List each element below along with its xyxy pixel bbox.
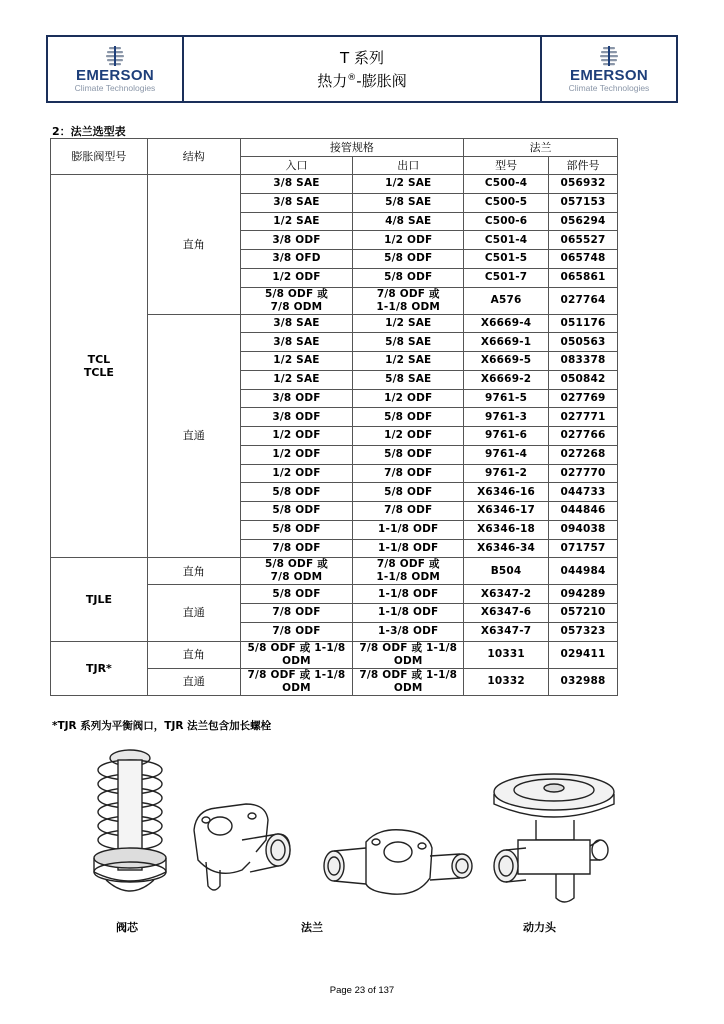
cell-structure: 直通 (147, 668, 240, 695)
cell-outlet: 1/2 ODF (353, 389, 464, 408)
cell-part-no: 032988 (549, 668, 618, 695)
header-part-no: 部件号 (549, 157, 618, 175)
cell-part-no: 056932 (549, 175, 618, 194)
cell-flange-model: X6669-2 (464, 370, 549, 389)
header-outlet: 出口 (353, 157, 464, 175)
cell-flange-model: X6347-6 (464, 604, 549, 623)
flange-selection-table (50, 138, 618, 696)
header-flange-model: 型号 (464, 157, 549, 175)
cell-inlet: 1/2 SAE (240, 212, 353, 231)
power-head-illustration (478, 770, 618, 910)
cell-part-no: 057323 (549, 622, 618, 641)
cell-inlet: 5/8 ODF 或 7/8 ODM (240, 558, 353, 585)
cell-flange-model: X6346-18 (464, 520, 549, 539)
cell-flange-model: 10332 (464, 668, 549, 695)
cell-flange-model: C500-4 (464, 175, 549, 194)
caption-flange: 法兰 (301, 921, 323, 934)
cell-part-no: 065527 (549, 231, 618, 250)
cell-part-no: 050842 (549, 370, 618, 389)
cell-outlet: 7/8 ODF (353, 464, 464, 483)
cell-outlet: 5/8 ODF (353, 250, 464, 269)
cell-part-no: 027766 (549, 427, 618, 446)
logo-subtitle: Climate Technologies (568, 82, 650, 93)
header-structure: 结构 (147, 139, 240, 175)
cell-inlet: 3/8 SAE (240, 175, 353, 194)
cell-inlet: 3/8 ODF (240, 408, 353, 427)
header-flange: 法兰 (464, 139, 618, 157)
document-title (184, 37, 540, 101)
cell-inlet: 3/8 ODF (240, 231, 353, 250)
caption-valve-core: 阀芯 (116, 921, 138, 934)
cell-inlet: 5/8 ODF 或 7/8 ODM (240, 287, 353, 314)
cell-outlet: 5/8 SAE (353, 193, 464, 212)
cell-outlet: 1-1/8 ODF (353, 604, 464, 623)
cell-part-no: 027771 (549, 408, 618, 427)
cell-flange-model: 9761-6 (464, 427, 549, 446)
cell-part-no: 044733 (549, 483, 618, 502)
cell-flange-model: A576 (464, 287, 549, 314)
emerson-globe-icon (598, 45, 620, 67)
cell-part-no: 056294 (549, 212, 618, 231)
cell-inlet: 5/8 ODF (240, 585, 353, 604)
header-inlet: 入口 (240, 157, 353, 175)
cell-outlet: 7/8 ODF 或 1-1/8 ODM (353, 558, 464, 585)
cell-outlet: 1-1/8 ODF (353, 585, 464, 604)
cell-inlet: 1/2 ODF (240, 464, 353, 483)
cell-outlet: 5/8 ODF (353, 268, 464, 287)
cell-model: TCL TCLE (51, 175, 148, 558)
cell-outlet: 7/8 ODF 或 1-1/8 ODM (353, 641, 464, 668)
cell-outlet: 1/2 ODF (353, 231, 464, 250)
logo-subtitle: Climate Technologies (74, 82, 156, 93)
table-row (51, 641, 618, 668)
cell-part-no: 083378 (549, 352, 618, 371)
cell-outlet: 5/8 SAE (353, 370, 464, 389)
cell-part-no: 071757 (549, 539, 618, 558)
cell-outlet: 5/8 ODF (353, 483, 464, 502)
cell-flange-model: X6346-16 (464, 483, 549, 502)
cell-part-no: 027770 (549, 464, 618, 483)
header-model: 膨胀阀型号 (51, 139, 148, 175)
emerson-globe-icon (104, 45, 126, 67)
title-product-post: -膨胀阀 (356, 71, 407, 90)
cell-part-no: 027268 (549, 445, 618, 464)
cell-part-no: 065748 (549, 250, 618, 269)
cell-part-no: 094038 (549, 520, 618, 539)
cell-flange-model: C500-6 (464, 212, 549, 231)
emerson-logo-right (540, 37, 676, 101)
cell-model: TJR* (51, 641, 148, 695)
cell-flange-model: 9761-3 (464, 408, 549, 427)
cell-part-no: 029411 (549, 641, 618, 668)
cell-outlet: 1/2 SAE (353, 175, 464, 194)
logo-name: EMERSON (76, 66, 154, 84)
cell-inlet: 7/8 ODF (240, 622, 353, 641)
cell-inlet: 1/2 SAE (240, 352, 353, 371)
cell-part-no: 044984 (549, 558, 618, 585)
cell-flange-model: 9761-5 (464, 389, 549, 408)
cell-inlet: 7/8 ODF (240, 604, 353, 623)
cell-inlet: 5/8 ODF (240, 520, 353, 539)
cell-outlet: 4/8 SAE (353, 212, 464, 231)
cell-inlet: 5/8 ODF 或 1-1/8 ODM (240, 641, 353, 668)
cell-outlet: 1/2 SAE (353, 314, 464, 333)
header-connection: 接管规格 (240, 139, 464, 157)
cell-part-no: 027769 (549, 389, 618, 408)
cell-part-no: 051176 (549, 314, 618, 333)
cell-inlet: 3/8 SAE (240, 314, 353, 333)
cell-outlet: 1-3/8 ODF (353, 622, 464, 641)
cell-flange-model: X6346-17 (464, 502, 549, 521)
table-row (51, 175, 618, 194)
cell-inlet: 3/8 OFD (240, 250, 353, 269)
cell-flange-model: X6346-34 (464, 539, 549, 558)
cell-structure: 直角 (147, 558, 240, 585)
cell-outlet: 7/8 ODF (353, 502, 464, 521)
cell-inlet: 5/8 ODF (240, 502, 353, 521)
table-body (51, 175, 618, 696)
cell-inlet: 5/8 ODF (240, 483, 353, 502)
cell-outlet: 1-1/8 ODF (353, 539, 464, 558)
registered-mark: ® (347, 72, 357, 83)
cell-inlet: 3/8 ODF (240, 389, 353, 408)
cell-flange-model: 10331 (464, 641, 549, 668)
cell-outlet: 1/2 SAE (353, 352, 464, 371)
footnote: *TJR 系列为平衡阀口，TJR 法兰包含加长螺栓 (52, 720, 272, 732)
flange-angle-illustration (186, 790, 298, 900)
cell-structure: 直角 (147, 641, 240, 668)
cell-outlet: 7/8 ODF 或 1-1/8 ODM (353, 668, 464, 695)
cell-outlet: 5/8 SAE (353, 333, 464, 352)
flange-straight-illustration (318, 822, 478, 902)
page-number: Page 23 of 137 (329, 985, 395, 996)
cell-part-no: 044846 (549, 502, 618, 521)
cell-flange-model: C501-7 (464, 268, 549, 287)
cell-part-no: 065861 (549, 268, 618, 287)
cell-outlet: 5/8 ODF (353, 445, 464, 464)
cell-part-no: 057210 (549, 604, 618, 623)
cell-inlet: 7/8 ODF 或 1-1/8 ODM (240, 668, 353, 695)
cell-flange-model: C501-5 (464, 250, 549, 269)
cell-part-no: 050563 (549, 333, 618, 352)
cell-inlet: 1/2 SAE (240, 370, 353, 389)
cell-inlet: 3/8 SAE (240, 193, 353, 212)
cell-inlet: 1/2 ODF (240, 427, 353, 446)
cell-flange-model: X6669-4 (464, 314, 549, 333)
cell-inlet: 7/8 ODF (240, 539, 353, 558)
cell-outlet: 1/2 ODF (353, 427, 464, 446)
cell-flange-model: C501-4 (464, 231, 549, 250)
emerson-logo-left (48, 37, 184, 101)
cell-outlet: 7/8 ODF 或 1-1/8 ODM (353, 287, 464, 314)
cell-inlet: 1/2 ODF (240, 445, 353, 464)
cell-outlet: 5/8 ODF (353, 408, 464, 427)
cell-structure: 直通 (147, 314, 240, 558)
cell-outlet: 1-1/8 ODF (353, 520, 464, 539)
cell-model: TJLE (51, 558, 148, 641)
cell-inlet: 3/8 SAE (240, 333, 353, 352)
cell-inlet: 1/2 ODF (240, 268, 353, 287)
document-header (46, 35, 678, 103)
title-series: T 系列 (340, 48, 384, 67)
cell-flange-model: X6669-5 (464, 352, 549, 371)
caption-power-head: 动力头 (523, 921, 556, 934)
title-product (317, 68, 406, 91)
section-label: 2：法兰选型表 (52, 125, 126, 138)
cell-part-no: 094289 (549, 585, 618, 604)
cell-flange-model: X6669-1 (464, 333, 549, 352)
cell-flange-model: C500-5 (464, 193, 549, 212)
cell-structure: 直角 (147, 175, 240, 315)
logo-name: EMERSON (570, 66, 648, 84)
cell-flange-model: 9761-2 (464, 464, 549, 483)
cell-flange-model: 9761-4 (464, 445, 549, 464)
valve-core-illustration (78, 740, 193, 910)
cell-flange-model: X6347-7 (464, 622, 549, 641)
cell-flange-model: B504 (464, 558, 549, 585)
cell-part-no: 057153 (549, 193, 618, 212)
cell-part-no: 027764 (549, 287, 618, 314)
cell-flange-model: X6347-2 (464, 585, 549, 604)
table-row (51, 558, 618, 585)
title-product-pre: 热力 (317, 71, 348, 90)
cell-structure: 直通 (147, 585, 240, 641)
